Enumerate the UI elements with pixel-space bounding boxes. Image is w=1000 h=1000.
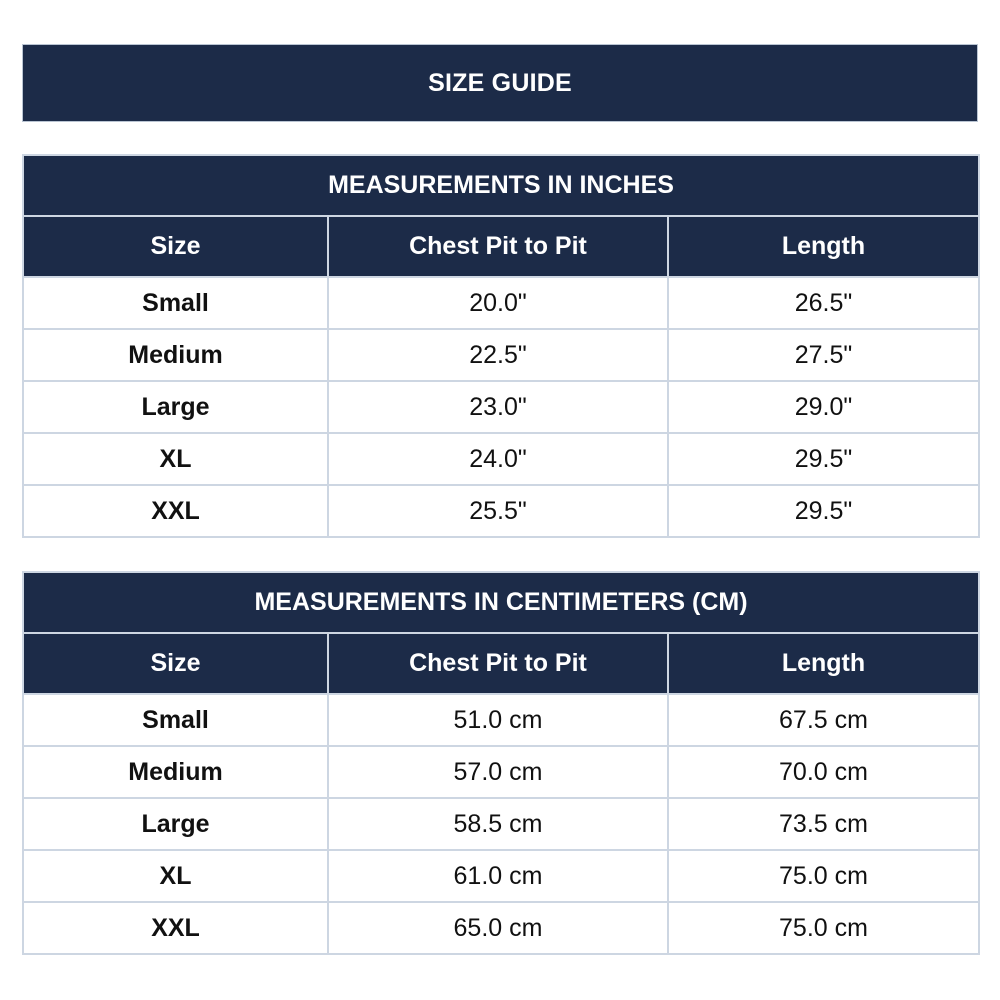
table-row — [23, 746, 979, 798]
size-cell: XXL — [23, 902, 328, 954]
table-row — [23, 902, 979, 954]
table-row — [23, 277, 979, 329]
size-cell: XXL — [23, 485, 328, 537]
length-cell: 29.0" — [668, 381, 979, 433]
table-row — [23, 329, 979, 381]
chest-cell: 65.0 cm — [328, 902, 668, 954]
chest-cell: 51.0 cm — [328, 694, 668, 746]
table-row — [23, 381, 979, 433]
chest-cell: 25.5" — [328, 485, 668, 537]
chest-cell: 57.0 cm — [328, 746, 668, 798]
size-cell: Small — [23, 277, 328, 329]
table-row — [23, 485, 979, 537]
inches-table — [22, 154, 980, 538]
table-row — [23, 694, 979, 746]
size-cell: Medium — [23, 329, 328, 381]
length-cell: 70.0 cm — [668, 746, 979, 798]
column-header-chest: Chest Pit to Pit — [328, 633, 668, 694]
table-row — [23, 798, 979, 850]
size-cell: Large — [23, 381, 328, 433]
table-row — [23, 850, 979, 902]
length-cell: 75.0 cm — [668, 902, 979, 954]
size-cell: XL — [23, 433, 328, 485]
chest-cell: 22.5" — [328, 329, 668, 381]
chest-cell: 23.0" — [328, 381, 668, 433]
length-cell: 29.5" — [668, 433, 979, 485]
chest-cell: 58.5 cm — [328, 798, 668, 850]
length-cell: 75.0 cm — [668, 850, 979, 902]
length-cell: 26.5" — [668, 277, 979, 329]
column-header-size: Size — [23, 633, 328, 694]
chest-cell: 61.0 cm — [328, 850, 668, 902]
length-cell: 73.5 cm — [668, 798, 979, 850]
column-header-length: Length — [668, 633, 979, 694]
chest-cell: 24.0" — [328, 433, 668, 485]
column-header-size: Size — [23, 216, 328, 277]
size-cell: Small — [23, 694, 328, 746]
size-cell: XL — [23, 850, 328, 902]
length-cell: 67.5 cm — [668, 694, 979, 746]
length-cell: 27.5" — [668, 329, 979, 381]
chest-cell: 20.0" — [328, 277, 668, 329]
centimeters-table-heading: MEASUREMENTS IN CENTIMETERS (CM) — [23, 572, 979, 633]
centimeters-table — [22, 571, 980, 955]
inches-table-heading: MEASUREMENTS IN INCHES — [23, 155, 979, 216]
table-row — [23, 433, 979, 485]
length-cell: 29.5" — [668, 485, 979, 537]
column-header-chest: Chest Pit to Pit — [328, 216, 668, 277]
size-cell: Medium — [23, 746, 328, 798]
page-title: SIZE GUIDE — [22, 44, 978, 122]
column-header-length: Length — [668, 216, 979, 277]
size-cell: Large — [23, 798, 328, 850]
